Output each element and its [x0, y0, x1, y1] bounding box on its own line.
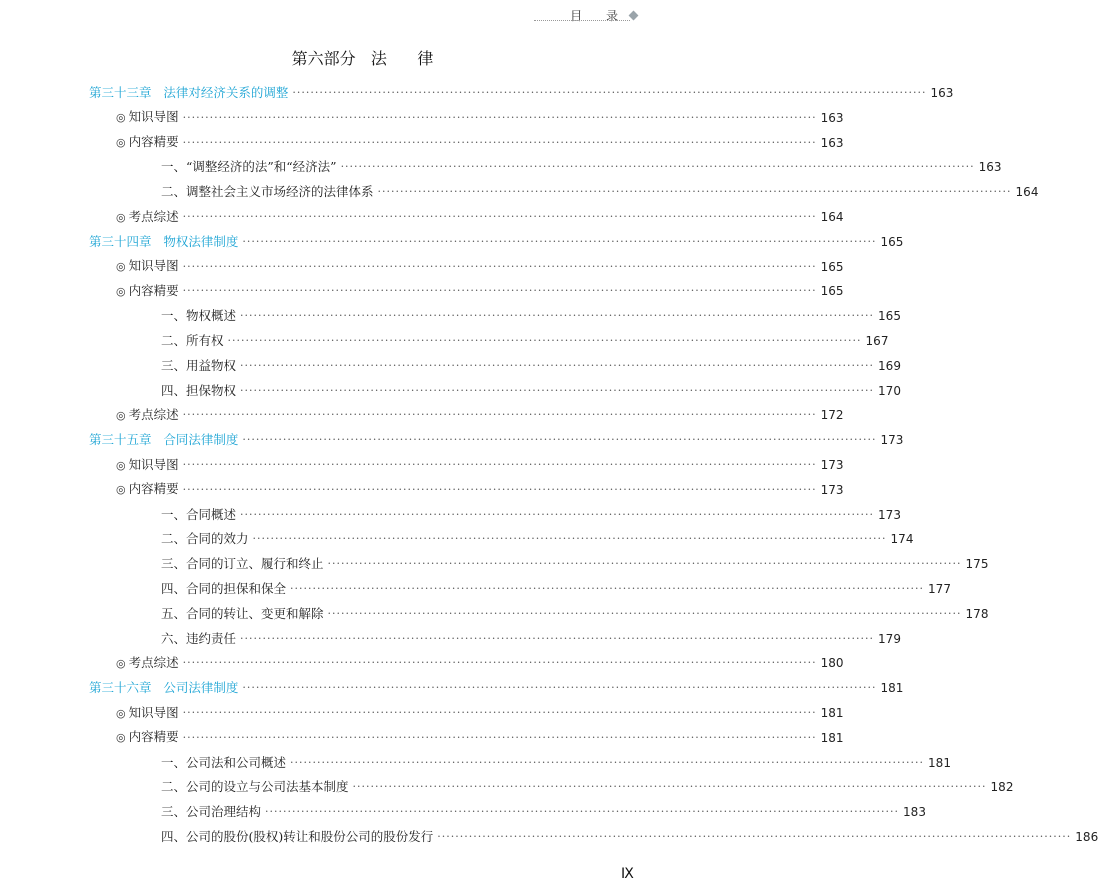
dot-leader: ·············································································································································	[182, 210, 817, 223]
toc-page-number: 173	[820, 458, 844, 472]
toc-entry-text: 二、所有权	[161, 333, 224, 348]
toc-entry-label	[89, 678, 238, 698]
circle-bullet-icon: ◎	[116, 136, 126, 150]
toc-item-row[interactable]	[161, 579, 951, 599]
toc-entry-text: 知识导图	[128, 109, 179, 125]
toc-page-number: 183	[903, 805, 926, 820]
header-dotted-rule	[534, 20, 630, 21]
toc-item-row[interactable]	[161, 356, 901, 376]
circle-bullet-icon: ◎	[116, 260, 126, 274]
toc-page-number: 165	[820, 259, 844, 274]
toc-entry-label	[161, 381, 236, 401]
toc-entry-label	[161, 579, 286, 599]
page-number: Ⅸ	[621, 866, 634, 882]
toc-entry-text: 二、合同的效力	[161, 531, 249, 547]
toc-page-number: 181	[820, 706, 844, 720]
toc-entry-text: 一、物权概述	[161, 308, 237, 324]
circle-bullet-icon: ◎	[116, 284, 126, 298]
toc-page-number: 181	[880, 681, 904, 696]
dot-leader: ·············································································································································	[242, 433, 877, 447]
toc-section-row[interactable]	[116, 703, 844, 723]
toc-section-row[interactable]	[116, 455, 844, 475]
circle-bullet-icon: ◎	[116, 656, 126, 670]
toc-page-number: 163	[820, 135, 844, 150]
toc-page-number: 172	[820, 408, 844, 423]
toc-page-number: 163	[820, 110, 844, 125]
toc-chapter-row[interactable]	[89, 232, 904, 252]
dot-leader: ·············································································································································	[290, 755, 925, 769]
toc-entry-text: 知识导图	[128, 704, 179, 720]
dot-leader: ·············································································································································	[182, 284, 817, 298]
dot-leader: ·············································································································································	[265, 805, 900, 819]
toc-entry-label	[116, 455, 179, 476]
dot-leader: ·············································································································································	[240, 383, 875, 397]
toc-entry-text: 一、“调整经济的法”和“经济法”	[161, 159, 337, 175]
toc-entry-text: 内容精要	[128, 729, 179, 745]
toc-entry-text: 二、公司的设立与公司法基本制度	[161, 779, 349, 795]
part-title: 第六部分 法 律	[291, 49, 434, 68]
toc-entry-label	[116, 132, 179, 153]
toc-page-number: 174	[890, 532, 914, 547]
dot-leader: ·············································································································································	[182, 408, 817, 422]
toc-entry-label	[161, 753, 286, 773]
toc-entry-label	[161, 356, 236, 376]
toc-entry-text: 二、调整社会主义市场经济的法律体系	[161, 184, 374, 200]
toc-entry-label	[161, 306, 236, 326]
toc-entry-text: 内容精要	[128, 481, 179, 497]
toc-section-row[interactable]	[116, 133, 844, 153]
toc-entry-text: 四、担保物权	[161, 382, 237, 398]
dot-leader: ·············································································································································	[290, 582, 925, 595]
circle-bullet-icon: ◎	[116, 483, 126, 497]
toc-item-row[interactable]	[161, 802, 926, 822]
dot-leader: ·············································································································································	[182, 656, 817, 670]
toc-page-number: 165	[880, 234, 904, 249]
dot-leader: ·············································································································································	[182, 730, 817, 744]
dot-leader: ·············································································································································	[182, 135, 817, 149]
dot-leader: ·············································································································································	[182, 458, 817, 471]
toc-page-number: 179	[878, 631, 901, 646]
toc-entry-label	[116, 207, 179, 228]
toc-entry-label	[89, 430, 238, 450]
toc-item-row[interactable]	[161, 157, 1002, 177]
toc-section-row[interactable]	[116, 480, 844, 500]
toc-page-number: 182	[990, 780, 1014, 795]
toc-item-row[interactable]	[161, 331, 889, 351]
toc-entry-text: 一、公司法和公司概述	[161, 754, 287, 770]
dot-leader: ·············································································································································	[252, 532, 887, 546]
running-title: 目 录	[570, 9, 628, 23]
toc-page-number: 173	[878, 507, 901, 522]
toc-page-number: 164	[820, 210, 844, 224]
circle-bullet-icon: ◎	[116, 706, 126, 720]
toc-section-row[interactable]	[116, 108, 844, 128]
toc-item-row[interactable]	[161, 306, 901, 326]
toc-entry-text: 四、合同的担保和保全	[161, 581, 287, 596]
toc-page-number: 165	[878, 309, 901, 324]
toc-entry-text: 内容精要	[128, 282, 179, 298]
circle-bullet-icon: ◎	[116, 111, 126, 125]
toc-section-row[interactable]	[116, 653, 844, 673]
dot-leader: ·············································································································································	[182, 482, 817, 496]
toc-entry-label	[161, 157, 337, 177]
dot-leader: ·············································································································································	[327, 557, 962, 571]
toc-page-number: 165	[820, 284, 844, 299]
dot-leader: ·············································································································································	[327, 606, 962, 620]
dot-leader: ·············································································································································	[352, 780, 987, 794]
toc-entry-text: 三、用益物权	[161, 357, 237, 373]
dot-leader: ·············································································································································	[377, 185, 1012, 199]
toc-page-number: 173	[880, 433, 904, 448]
toc-page-number: 167	[865, 334, 889, 348]
toc-item-row[interactable]	[161, 827, 1098, 847]
running-header	[570, 7, 637, 24]
toc-entry-text: 考点综述	[128, 208, 179, 224]
toc-section-row[interactable]	[116, 728, 844, 748]
toc-entry-label	[116, 479, 179, 500]
toc-chapter-row[interactable]	[89, 83, 954, 103]
toc-section-row[interactable]	[116, 281, 844, 301]
toc-entry-label	[89, 83, 288, 103]
dot-leader: ·············································································································································	[182, 706, 817, 719]
circle-bullet-icon: ◎	[116, 731, 126, 745]
toc-entry-text: 知识导图	[128, 456, 179, 472]
dot-leader: ·············································································································································	[437, 830, 1072, 843]
dot-leader: ·············································································································································	[292, 86, 927, 99]
toc-page-number: 163	[930, 86, 954, 100]
toc-page-number: 178	[965, 606, 989, 621]
toc-item-row[interactable]	[161, 753, 951, 773]
toc-entry-label	[161, 802, 261, 822]
circle-bullet-icon: ◎	[116, 458, 126, 472]
toc-item-row[interactable]	[161, 182, 1039, 202]
circle-bullet-icon: ◎	[116, 408, 126, 422]
toc-item-row[interactable]	[161, 604, 989, 624]
toc-entry-label	[161, 629, 236, 649]
dot-leader: ·············································································································································	[240, 631, 875, 645]
toc-entry-text: 一、合同概述	[161, 506, 237, 522]
toc-entry-label	[116, 703, 179, 724]
toc-page-number: 170	[878, 383, 901, 398]
toc-page-number: 173	[820, 482, 844, 497]
toc-entry-text: 第三十三章 法律对经济关系的调整	[89, 85, 289, 100]
toc-entry-label	[161, 505, 236, 525]
toc-section-row[interactable]	[116, 207, 844, 227]
toc-entry-label	[89, 232, 238, 252]
toc-entry-label	[116, 256, 179, 277]
toc-entry-label	[161, 182, 374, 202]
toc-section-row[interactable]	[116, 257, 844, 277]
circle-bullet-icon: ◎	[116, 210, 126, 224]
dot-leader: ·············································································································································	[240, 358, 875, 372]
toc-chapter-row[interactable]	[89, 430, 904, 450]
toc-entry-label	[116, 653, 179, 674]
toc-item-row[interactable]	[161, 529, 914, 549]
toc-entry-label	[116, 727, 179, 748]
toc-entry-label	[116, 107, 179, 128]
toc-entry-label	[161, 777, 349, 797]
toc-entry-text: 四、公司的股份(股权)转让和股份公司的股份发行	[161, 829, 434, 844]
toc-entry-label	[116, 281, 179, 302]
dot-leader: ·············································································································································	[242, 234, 877, 248]
toc-entry-text: 内容精要	[128, 134, 179, 150]
toc-item-row[interactable]	[161, 381, 901, 401]
toc-entry-text: 三、合同的订立、履行和终止	[161, 556, 324, 572]
toc-entry-label	[161, 827, 433, 847]
toc-page-number: 164	[1015, 185, 1039, 200]
dot-leader: ·············································································································································	[240, 309, 875, 323]
toc-entry-text: 第三十六章 公司法律制度	[89, 680, 239, 696]
toc-entry-text: 考点综述	[128, 654, 179, 670]
toc-item-row[interactable]	[161, 629, 901, 649]
toc-entry-text: 考点综述	[128, 406, 179, 422]
toc-entry-label	[116, 405, 179, 426]
diamond-icon	[629, 11, 639, 21]
toc-chapter-row[interactable]	[89, 678, 904, 698]
toc-entry-text: 知识导图	[128, 258, 179, 274]
toc-entry-label	[161, 529, 249, 549]
toc-item-row[interactable]	[161, 554, 989, 574]
toc-entry-label	[161, 604, 324, 624]
toc-page-number: 180	[820, 656, 844, 671]
dot-leader: ·············································································································································	[240, 507, 875, 521]
toc-page-number: 186	[1075, 830, 1098, 844]
dot-leader: ·············································································································································	[227, 334, 862, 347]
dot-leader: ·············································································································································	[340, 160, 975, 174]
toc-item-row[interactable]	[161, 505, 901, 525]
toc-item-row[interactable]	[161, 777, 1014, 797]
toc-entry-text: 五、合同的转让、变更和解除	[161, 605, 324, 621]
toc-page-number: 169	[878, 358, 901, 373]
toc-entry-label	[161, 554, 324, 574]
toc-entry-text: 第三十四章 物权法律制度	[89, 233, 239, 249]
toc-page-number: 181	[820, 730, 844, 745]
toc-section-row[interactable]	[116, 405, 844, 425]
toc-page-number: 181	[928, 755, 951, 770]
toc-entry-text: 第三十五章 合同法律制度	[89, 432, 239, 448]
dot-leader: ·············································································································································	[242, 681, 877, 695]
toc-entry-label	[161, 331, 224, 351]
toc-page-number: 163	[978, 160, 1002, 175]
toc-entry-text: 六、违约责任	[161, 630, 237, 646]
dot-leader: ·············································································································································	[182, 259, 817, 273]
toc-entry-text: 三、公司治理结构	[161, 804, 262, 820]
toc-page-number: 177	[928, 582, 951, 596]
dot-leader: ·············································································································································	[182, 110, 817, 124]
toc-page-number: 175	[965, 557, 989, 572]
